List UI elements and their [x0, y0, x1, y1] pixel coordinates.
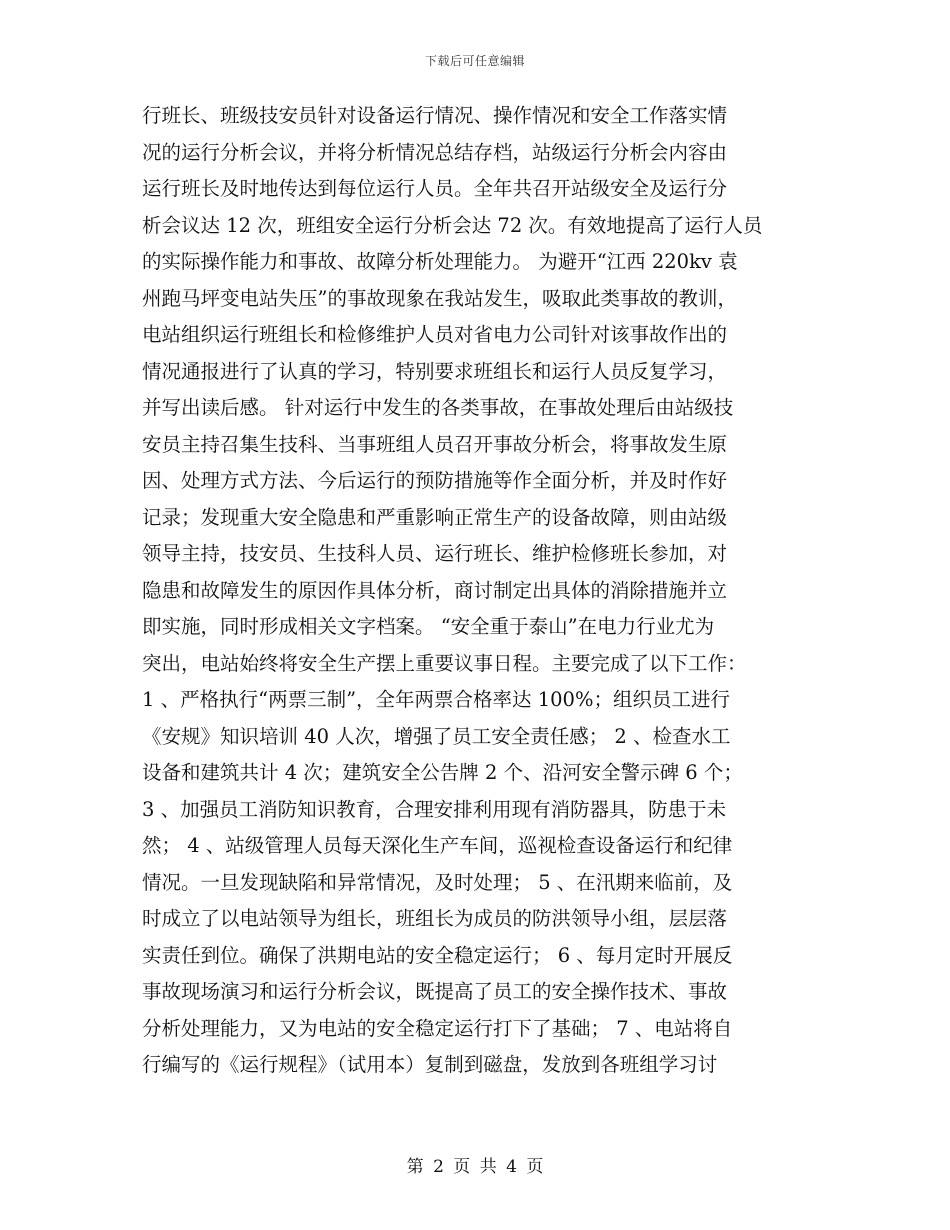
text-line: 《安规》知识培训 40 人次，增强了员工安全责任感； 2 、检查水工 [142, 724, 731, 748]
text-line: 的实际操作能力和事故、故障分析处理能力。 为避开“江西 220kv 袁 [142, 250, 738, 273]
text-line: 析会议达 12 次，班组安全运行分析会达 72 次。有效地提高了运行人员 [142, 213, 763, 237]
text-line: 3 、加强员工消防知识教育，合理安排利用现有消防器具，防患于未 [142, 797, 727, 821]
text-line: 记录；发现重大安全隐患和严重影响正常生产的设备故障，则由站级 [142, 505, 728, 529]
page-number-footer: 第 2 页 共 4 页 [406, 1157, 544, 1177]
text-line: 情况。一旦发现缺陷和异常情况，及时处理； 5 、在汛期来临前，及 [142, 870, 733, 894]
text-line: 实责任到位。确保了洪期电站的安全稳定运行； 6 、每月定时开展反 [142, 943, 733, 967]
text-line: 运行班长及时地传达到每位运行人员。全年共召开站级安全及运行分 [142, 177, 728, 200]
body-text [142, 98, 810, 1084]
page-header: 下载后可任意编辑 [424, 54, 525, 68]
text-line: 1 、严格执行“两票三制”，全年两票合格率达 100%；组织员工进行 [142, 688, 730, 711]
text-line: 领导主持，技安员、生技科人员、运行班长、维护检修班长参加，对 [142, 542, 728, 565]
text-line: 即实施，同时形成相关文字档案。 “安全重于泰山”在电力行业尤为 [142, 615, 715, 638]
text-line: 隐患和故障发生的原因作具体分析，商讨制定出具体的消除措施并立 [142, 578, 728, 602]
text-line: 行班长、班级技安员针对设备运行情况、操作情况和安全工作落实情 [142, 104, 728, 127]
text-line: 然； 4 、站级管理人员每天深化生产车间，巡视检查设备运行和纪律 [142, 834, 733, 857]
text-line: 电站组织运行班组长和检修维护人员对省电力公司针对该事故作出的 [142, 323, 728, 346]
text-line: 时成立了以电站领导为组长，班组长为成员的防洪领导小组，层层落 [142, 907, 728, 930]
text-line: 并写出读后感。 针对运行中发生的各类事故，在事故处理后由站级技 [142, 396, 734, 419]
text-line: 突出，电站始终将安全生产摆上重要议事日程。主要完成了以下工作： [142, 651, 747, 675]
text-line: 情况通报进行了认真的学习，特别要求班组长和运行人员反复学习， [142, 359, 728, 383]
text-line: 分析处理能力，又为电站的安全稳定运行打下了基础； 7 、电站将自 [142, 1016, 733, 1040]
text-line: 安员主持召集生技科、当事班组人员召开事故分析会，将事故发生原 [142, 432, 728, 456]
text-line: 设备和建筑共计 4 次；建筑安全公告牌 2 个、沿河安全警示碑 6 个； [142, 761, 743, 784]
text-line: 州跑马坪变电站失压”的事故现象在我站发生，吸取此类事故的教训， [142, 286, 737, 310]
text-line: 事故现场演习和运行分析会议，既提高了员工的安全操作技术、事故 [142, 980, 728, 1003]
text-line: 行编写的《运行规程》（试用本）复制到磁盘，发放到各班组学习讨 [142, 1053, 718, 1076]
text-line: 因、处理方式方法、今后运行的预防措施等作全面分析，并及时作好 [142, 469, 728, 492]
text-line: 况的运行分析会议，并将分析情况总结存档，站级运行分析会内容由 [142, 140, 728, 164]
